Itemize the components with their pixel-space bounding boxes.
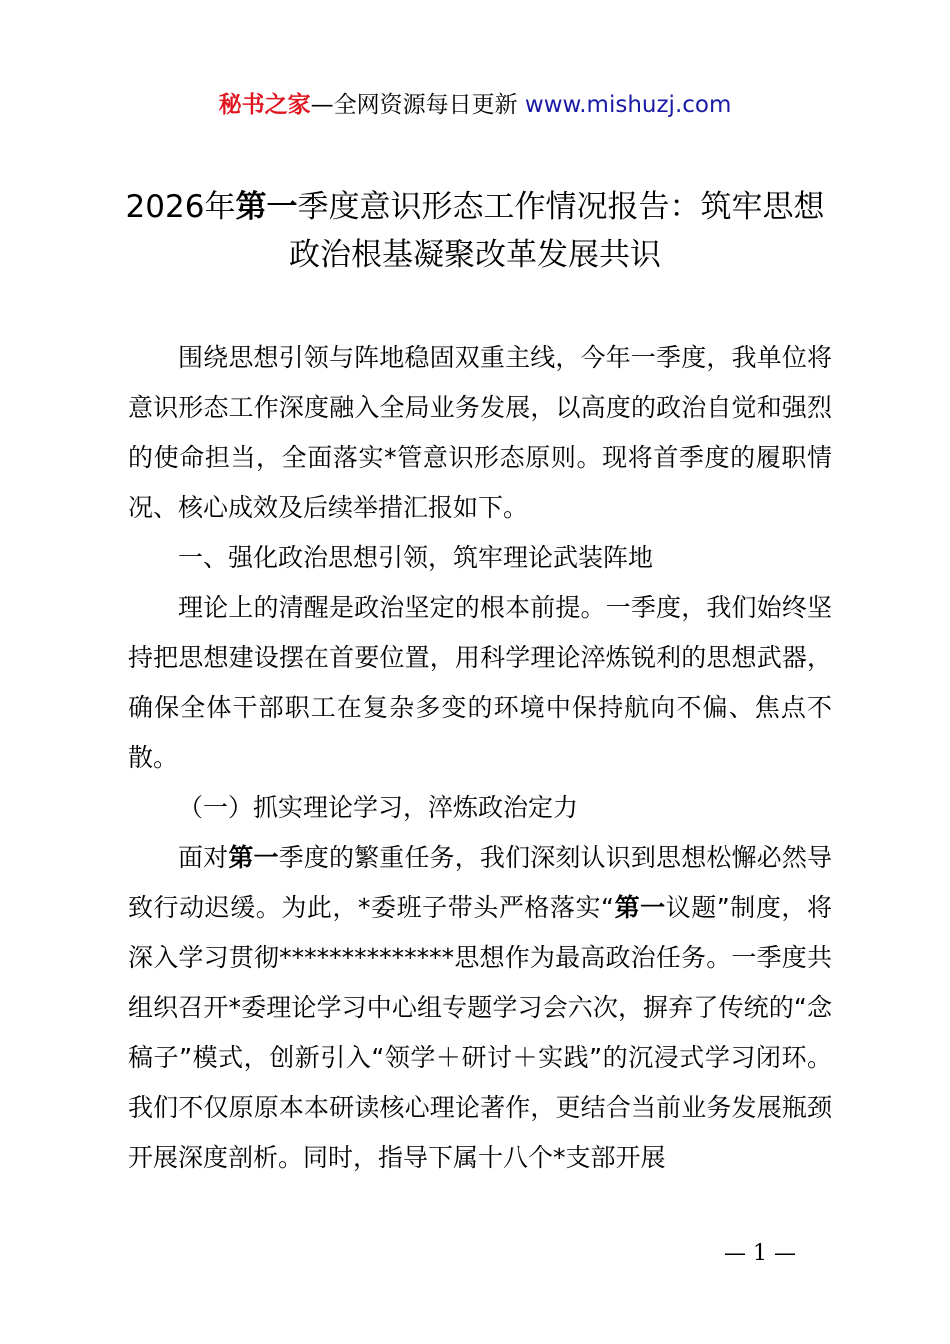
title-rest: 季度意识形态工作情况报告：筑牢思想政治根基凝聚改革发展共识	[289, 189, 825, 273]
banner-tagline: —全网资源每日更新	[310, 92, 525, 118]
subsection-1-paragraph	[128, 833, 832, 1183]
document-body	[128, 333, 832, 1183]
document-title	[120, 183, 830, 279]
title-year: 2026年	[125, 189, 236, 225]
subsection-heading-1: （一）抓实理论学习，淬炼政治定力	[178, 793, 579, 822]
site-banner	[0, 88, 950, 122]
section-heading-1: 一、强化政治思想引领，筑牢理论武装阵地	[178, 543, 654, 572]
para-text-b: 季度的繁重任务，我们深刻认识到思想松懈必然导致行动迟缓。为此，*委班子带头严格落实“	[128, 843, 832, 922]
brand-name: 秘书之家	[218, 92, 311, 118]
section-1-paragraph: 理论上的清醒是政治坚定的根本前提。一季度，我们始终坚持把思想建设摆在首要位置，用科学理论淬炼锐利的思想武器，确保全体干部职工在复杂多变的环境中保持航向不偏、焦点不散。	[128, 593, 832, 772]
para-text-c: 议题”制度，将深入学习贯彻**************思想作为最高政治任务。一季度共组织召开*委理论学习中心组专题学习会六次，摒弃了传统的“念稿子”模式，创新引入“领学＋研讨＋实践”的沉浸式学习闭环。我们不仅原原本本研读核心理论著作，更结合当前业务发展瓶颈开展深度剖析。同时，指导下属十八个*支部开展	[128, 893, 832, 1172]
para-bold-a: 第一	[228, 843, 279, 872]
intro-paragraph: 围绕思想引领与阵地稳固双重主线，今年一季度，我单位将意识形态工作深度融入全局业务发展，以高度的政治自觉和强烈的使命担当，全面落实*管意识形态原则。现将首季度的履职情况、核心成效及后续举措汇报如下。	[128, 343, 832, 522]
title-bold-word: 第一	[235, 189, 298, 225]
page-number: — 1 —	[724, 1241, 796, 1266]
para-text-a: 面对	[178, 843, 229, 872]
para-bold-b: 第一	[614, 893, 666, 922]
site-url-link[interactable]: www.mishuzj.com	[524, 92, 732, 118]
